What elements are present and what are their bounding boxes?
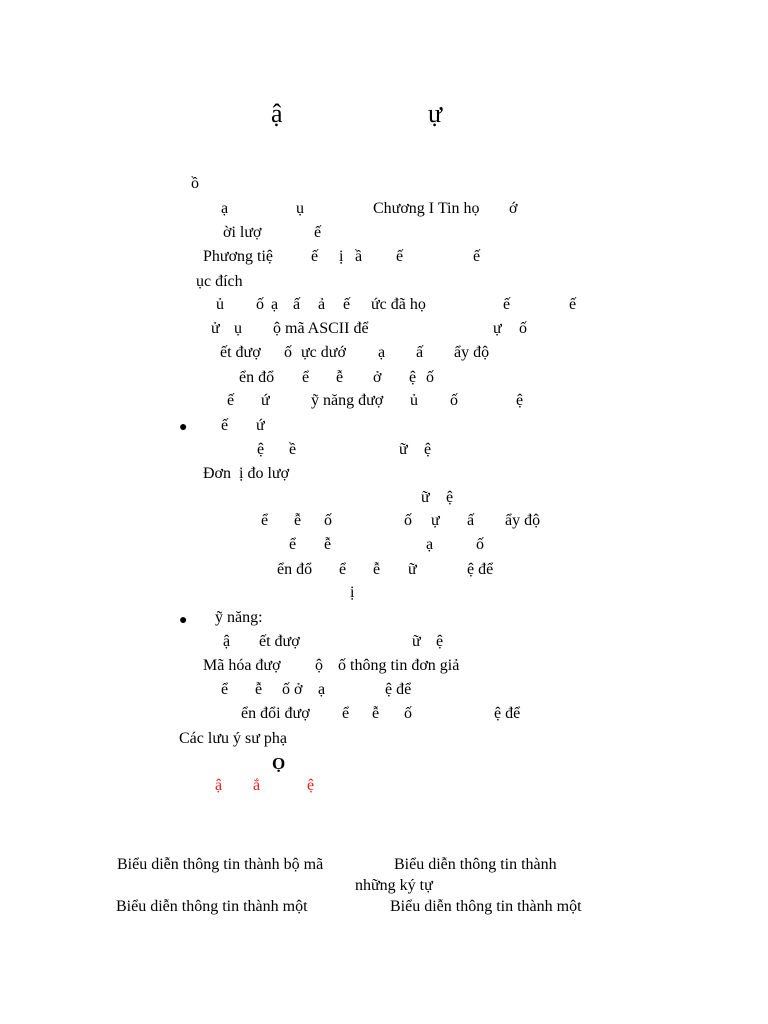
text-line: ủ	[216, 296, 224, 313]
text-line: Mã hóa đượ	[203, 657, 281, 674]
text-line: ế	[396, 248, 404, 265]
text-line: ển đổ	[239, 369, 275, 386]
text-line: ế	[221, 417, 229, 434]
text-line: ệ để	[385, 681, 412, 698]
text-line: ế	[314, 224, 322, 241]
text-line: ề	[289, 441, 297, 458]
text-line: ạ	[271, 296, 279, 313]
text-line: ễ	[294, 512, 302, 529]
text-line: ể	[261, 512, 269, 529]
text-line: ết đượ	[220, 344, 261, 361]
text-line: ể	[289, 536, 297, 553]
text-line: ữ	[421, 489, 430, 506]
answer-option-a: Biểu diễn thông tin thành bộ mã	[117, 856, 324, 873]
text-line: ệ	[424, 441, 432, 458]
text-line: ự	[431, 512, 440, 529]
red-text: ắ	[253, 777, 261, 794]
text-line: ễ	[336, 369, 344, 386]
text-line: ế	[473, 248, 481, 265]
text-line: ở	[373, 369, 382, 386]
text-line: ể	[221, 681, 229, 698]
text-line: ộ mã ASCII để	[273, 320, 369, 337]
text-line: Các lưu ý sư phạ	[179, 730, 287, 747]
text-line: ẩy độ	[505, 512, 541, 529]
text-line: ực dướ	[301, 344, 346, 361]
text-line: ễ	[255, 681, 263, 698]
text-line: ứ	[256, 417, 265, 434]
text-line: ớ	[509, 200, 518, 217]
text-line: ự	[493, 320, 502, 337]
text-line: ễ	[373, 561, 381, 578]
text-line: ế	[227, 392, 235, 409]
text-line: ậ	[223, 633, 231, 650]
bullet-icon: ●	[179, 613, 188, 628]
text-line: ạ	[318, 681, 326, 698]
text-line: ụ	[296, 200, 304, 217]
answer-option-c: Biểu diễn thông tin thành một	[116, 898, 308, 915]
text-line: ứ	[261, 392, 270, 409]
text-line: Phương tiệ	[203, 248, 274, 265]
text-line: ị	[350, 584, 355, 601]
text-line: ữ	[408, 561, 417, 578]
title-right: ự	[428, 99, 443, 128]
text-line: ố	[450, 392, 458, 409]
text-line: ố	[426, 369, 434, 386]
text-line: ố	[256, 296, 264, 313]
text-line: ố	[404, 512, 412, 529]
text-line: ệ	[446, 489, 454, 506]
text-line: ố ở	[282, 681, 303, 698]
text-line: ức đã họ	[371, 296, 426, 313]
text-line: ộ	[315, 657, 323, 674]
text-line: ệ	[409, 369, 417, 386]
text-line: ễ	[372, 705, 380, 722]
text-line: ệ để	[467, 561, 494, 578]
text-line: ể	[339, 561, 347, 578]
text-line: ụ	[234, 320, 242, 337]
text-line: ữ	[412, 633, 421, 650]
text-line: ầ	[355, 248, 363, 265]
text-line: ồ	[191, 175, 199, 192]
text-line: ạ	[378, 344, 386, 361]
text-line: ệ để	[494, 705, 521, 722]
answer-option-d: Biểu diễn thông tin thành một	[390, 898, 582, 915]
red-text: ệ	[307, 777, 315, 794]
text-line: ỹ năng:	[215, 609, 263, 626]
text-line: ố	[476, 536, 484, 553]
text-line: ị	[339, 248, 344, 265]
text-line: ế	[569, 296, 577, 313]
text-line: ế	[311, 248, 319, 265]
text-line: ế	[503, 296, 511, 313]
text-line: ạ	[221, 200, 229, 217]
text-line: ệ	[257, 441, 265, 458]
text-line: ố thông tin đơn giả	[338, 657, 460, 674]
text-line: ời lượ	[223, 224, 262, 241]
text-line: Đơn ị đo lượ	[203, 465, 290, 482]
text-line: ấ	[293, 296, 301, 313]
text-line: ấ	[416, 344, 424, 361]
text-line: ố	[404, 705, 412, 722]
text-line: ễ	[324, 536, 332, 553]
text-line: ố	[324, 512, 332, 529]
text-line: ể	[302, 369, 310, 386]
text-line: ả	[318, 296, 326, 313]
text-line: ết đượ	[259, 633, 300, 650]
text-line: ữ	[399, 441, 408, 458]
text-line: ển đổ	[277, 561, 313, 578]
text-line: ển đổi đượ	[241, 705, 310, 722]
text-line: ẩy độ	[454, 344, 490, 361]
chapter-text: Chương I Tin họ	[373, 200, 480, 217]
text-line: ể	[342, 705, 350, 722]
answer-option-b: Biểu diễn thông tin thành	[394, 856, 557, 873]
text-line: ủ	[410, 392, 418, 409]
text-line: ử	[211, 320, 220, 337]
text-line: ệ	[436, 633, 444, 650]
text-line: ố	[284, 344, 292, 361]
text-line: ạ	[426, 536, 434, 553]
text-line: ố	[519, 320, 527, 337]
text-line: ỹ năng đượ	[311, 392, 384, 409]
red-text: ậ	[215, 777, 223, 794]
text-line: ấ	[467, 512, 475, 529]
section-heading: Ọ	[272, 754, 286, 773]
text-line: ệ	[516, 392, 524, 409]
answer-option-b-cont: những ký tự	[355, 877, 433, 894]
text-line: ục đích	[196, 273, 243, 290]
bullet-icon: ●	[179, 420, 188, 435]
text-line: ế	[343, 296, 351, 313]
title-left: ậ	[271, 99, 283, 128]
